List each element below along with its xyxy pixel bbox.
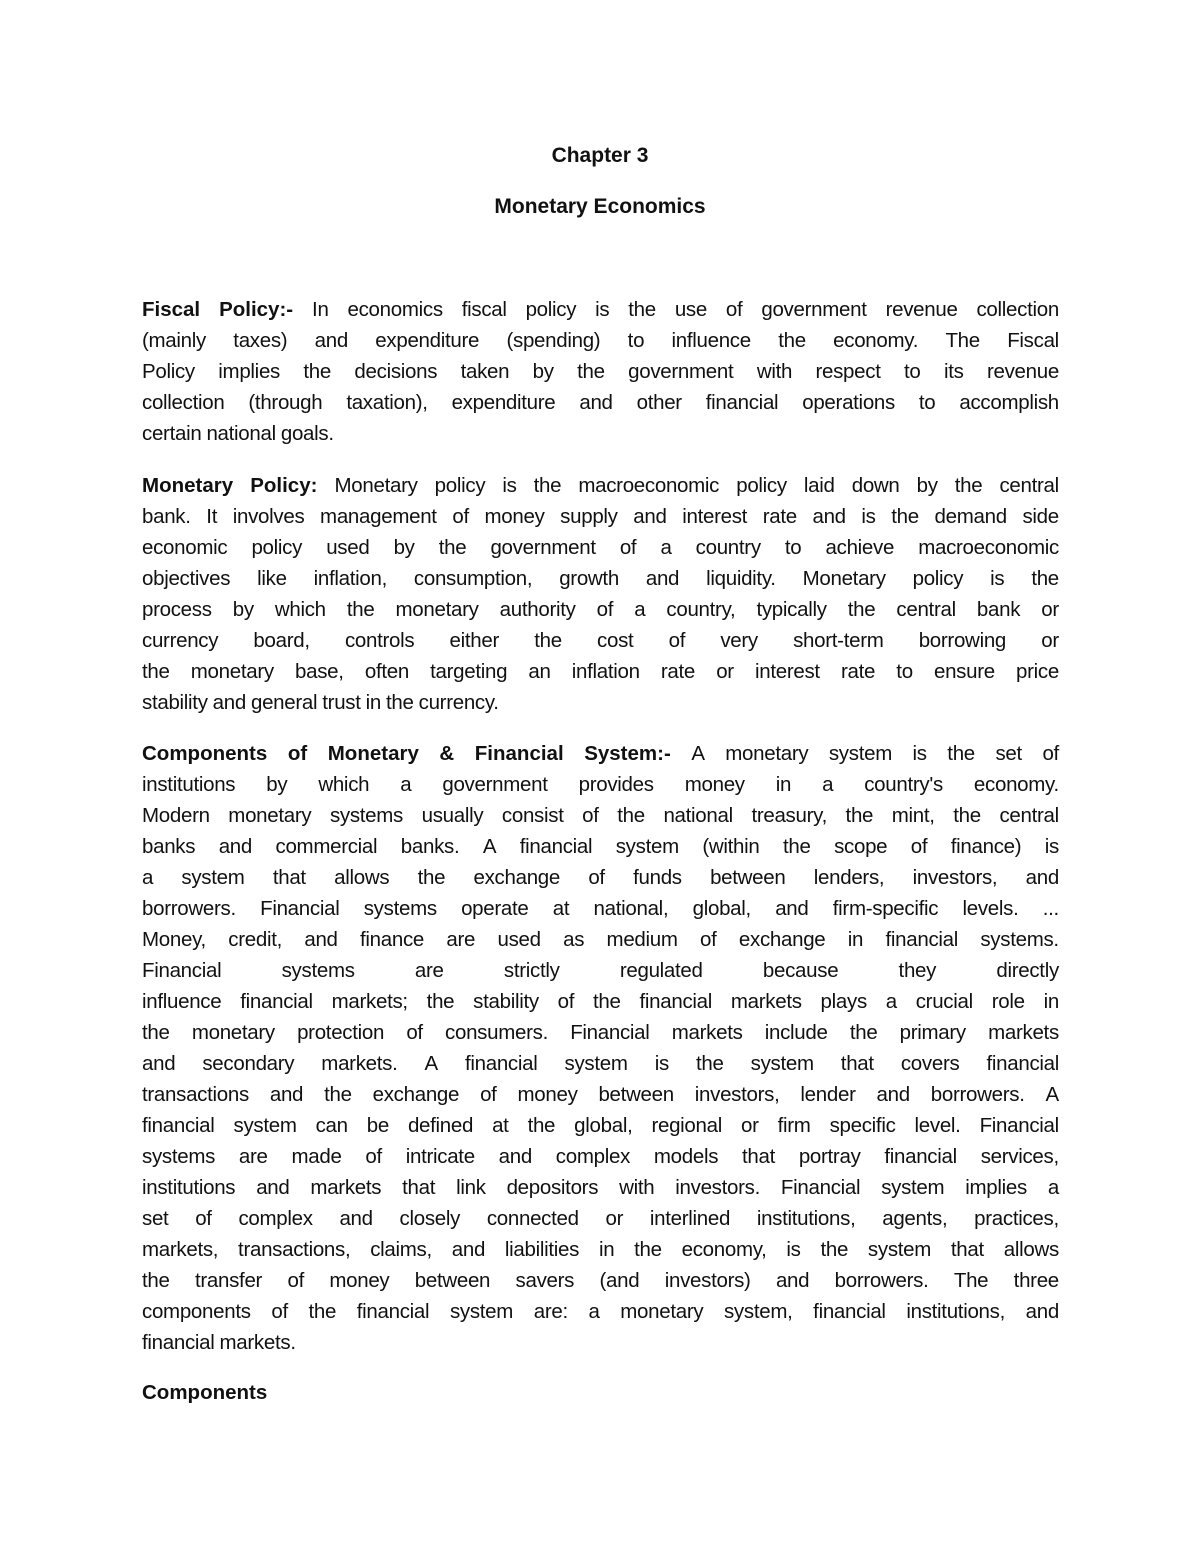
components-heading: Components xyxy=(142,1381,268,1404)
paragraph-line: the monetary base, often targeting an inflation rate or interest rate to ensure price xyxy=(142,660,1059,683)
chapter-title: Chapter 3 xyxy=(551,144,649,167)
monetary-policy-paragraph xyxy=(142,470,1059,718)
paragraph-line: Money, credit, and finance are used as medium of exchange in financial systems. xyxy=(142,928,1059,951)
paragraph-line: markets, transactions, claims, and liabilities in the economy, is the system that allows xyxy=(142,1238,1059,1261)
paragraph-line: institutions by which a government provides money in a country's economy. xyxy=(142,773,1059,796)
term-word: System:- xyxy=(584,742,671,765)
fiscal-policy-paragraph xyxy=(142,294,1059,449)
paragraph-line: banks and commercial banks. A financial system (within the scope of finance) is xyxy=(142,835,1059,858)
paragraph-line: financial markets. xyxy=(142,1331,296,1354)
paragraph-line: transactions and the exchange of money between investors, lender and borrowers. A xyxy=(142,1083,1059,1106)
paragraph-line: institutions and markets that link depositors with investors. Financial system implies a xyxy=(142,1176,1059,1199)
chapter-subject: Monetary Economics xyxy=(494,195,706,218)
paragraph-line: certain national goals. xyxy=(142,422,334,445)
paragraph-line: (mainly taxes) and expenditure (spending) to influence the economy. The Fiscal xyxy=(142,329,1059,352)
paragraph-line: influence financial markets; the stability of the financial markets plays a crucial role in xyxy=(142,990,1059,1013)
paragraph-line: Modern monetary systems usually consist of the national treasury, the mint, the central xyxy=(142,804,1059,827)
term-word: Components xyxy=(142,742,268,765)
paragraph-line: economic policy used by the government of a country to achieve macroeconomic xyxy=(142,536,1059,559)
paragraph-line: borrowers. Financial systems operate at national, global, and firm-specific levels. ... xyxy=(142,897,1059,920)
monetary-financial-system-paragraph xyxy=(142,738,1059,1358)
paragraph-line: Monetary Policy: Monetary policy is the macroeconomic policy laid down by the central xyxy=(142,470,1059,501)
term-word: Monetary xyxy=(142,474,234,497)
paragraph-line: Financial systems are strictly regulated because they directly xyxy=(142,959,1059,982)
paragraph-line: Policy implies the decisions taken by the government with respect to its revenue xyxy=(142,360,1059,383)
paragraph-line: components of the financial system are: a monetary system, financial institutions, and xyxy=(142,1300,1059,1323)
paragraph-line: systems are made of intricate and complex models that portray financial services, xyxy=(142,1145,1059,1168)
term-word: Fiscal xyxy=(142,298,201,321)
paragraph-line: a system that allows the exchange of funds between lenders, investors, and xyxy=(142,866,1059,889)
paragraph-line: currency board, controls either the cost of very short-term borrowing or xyxy=(142,629,1059,652)
paragraph-line: process by which the monetary authority of a country, typically the central bank or xyxy=(142,598,1059,621)
term-word: Monetary xyxy=(327,742,419,765)
term-word: Policy: xyxy=(250,474,318,497)
term-word: Policy:- xyxy=(219,298,294,321)
term-word: of xyxy=(287,742,308,765)
paragraph-line: the monetary protection of consumers. Financial markets include the primary markets xyxy=(142,1021,1059,1044)
paragraph-line: bank. It involves management of money supply and interest rate and is the demand side xyxy=(142,505,1059,528)
paragraph-line: Fiscal Policy:- In economics fiscal policy is the use of government revenue collection xyxy=(142,294,1059,325)
paragraph-line: Components of Monetary & Financial System:- A monetary system is the set of xyxy=(142,738,1059,769)
term-word: & xyxy=(439,742,455,765)
paragraph-line: financial system can be defined at the global, regional or firm specific level. Financial xyxy=(142,1114,1059,1137)
paragraph-line: set of complex and closely connected or interlined institutions, agents, practices, xyxy=(142,1207,1059,1230)
paragraph-line: objectives like inflation, consumption, growth and liquidity. Monetary policy is the xyxy=(142,567,1059,590)
term-word: Financial xyxy=(474,742,564,765)
paragraph-line: collection (through taxation), expenditure and other financial operations to accomplish xyxy=(142,391,1059,414)
paragraph-line: stability and general trust in the currency. xyxy=(142,691,499,714)
paragraph-line: and secondary markets. A financial system is the system that covers financial xyxy=(142,1052,1059,1075)
paragraph-line: the transfer of money between savers (and investors) and borrowers. The three xyxy=(142,1269,1059,1292)
